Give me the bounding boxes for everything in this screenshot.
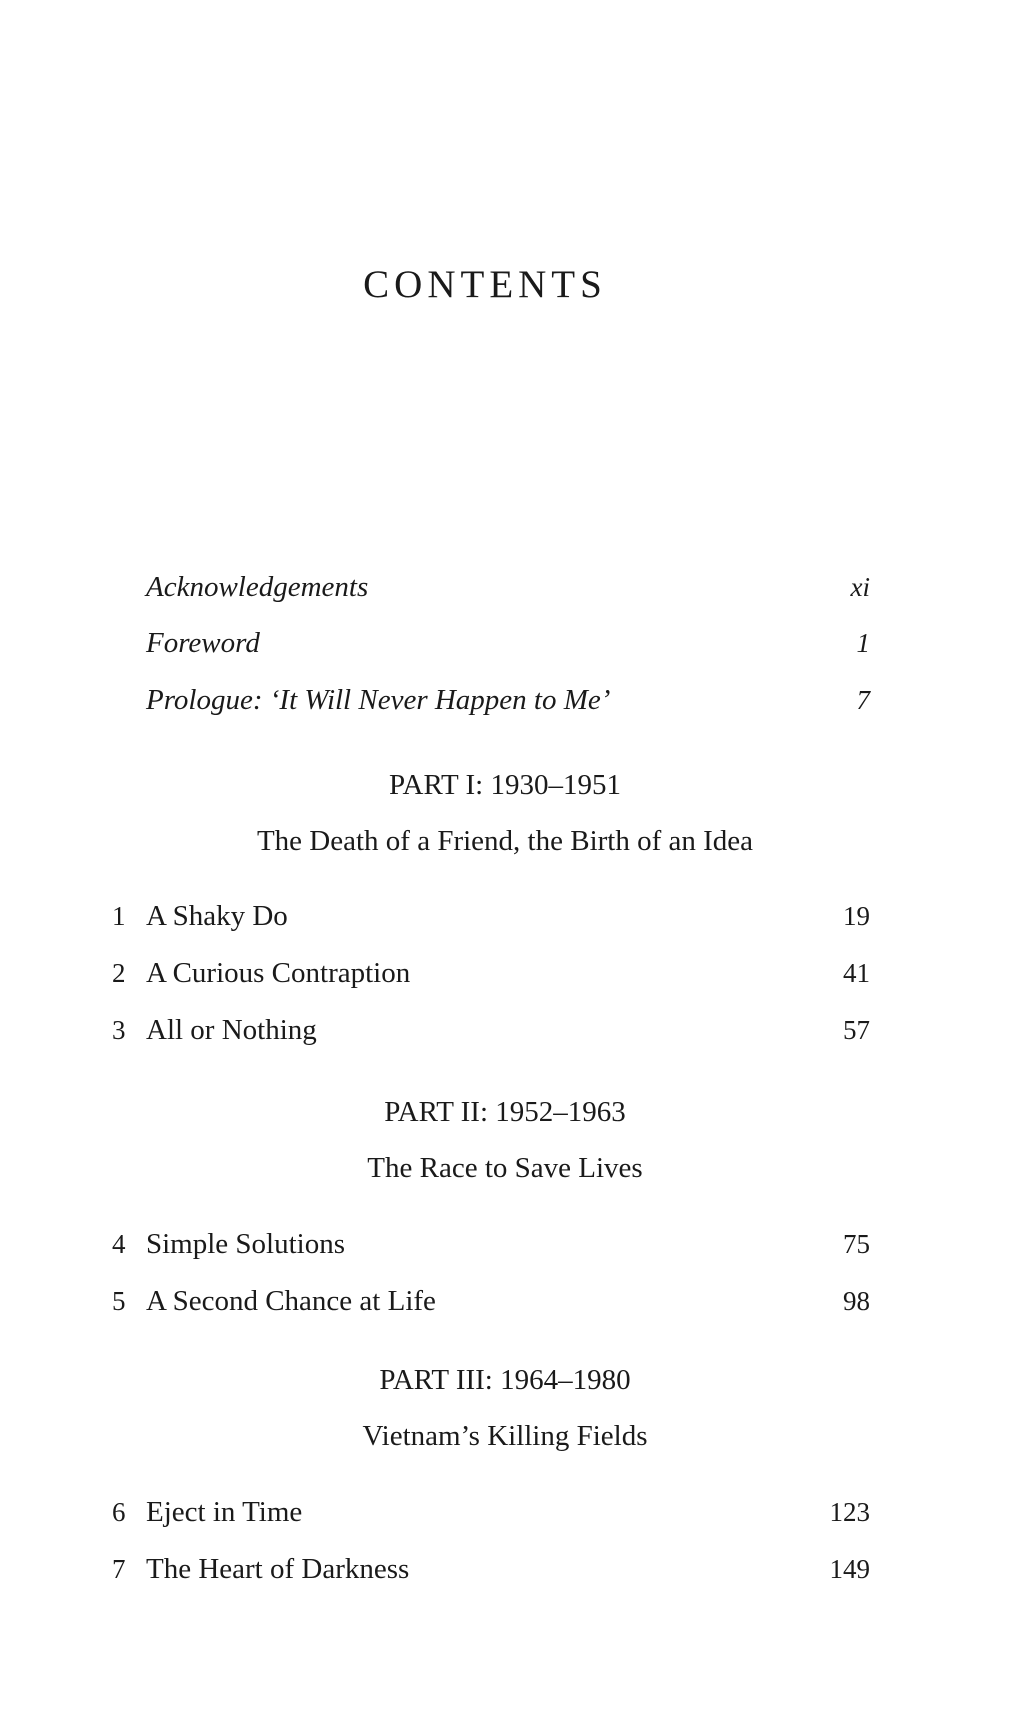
chapter-number: 5: [112, 1286, 126, 1316]
toc-page-number: 75: [843, 1229, 870, 1259]
toc-page-number: 7: [856, 685, 870, 715]
toc-entry-label: A Curious Contraption: [146, 957, 411, 989]
toc-entry-label: Simple Solutions: [146, 1228, 346, 1260]
toc-page-number: 19: [843, 901, 870, 931]
toc-entry-chapter[interactable]: [0, 896, 1031, 936]
toc-page-number: xi: [850, 572, 870, 602]
toc-page-number: 123: [829, 1497, 870, 1527]
toc-entry-label: The Heart of Darkness: [146, 1553, 410, 1585]
toc-entry-label: Acknowledgements: [146, 571, 369, 603]
chapter-number: 3: [112, 1015, 126, 1045]
toc-entry-chapter[interactable]: [0, 1010, 1031, 1050]
toc-entry-chapter[interactable]: [0, 1224, 1031, 1264]
toc-page-number: 1: [856, 628, 870, 658]
chapter-number: 1: [112, 901, 126, 931]
part-subtitle: The Death of a Friend, the Birth of an Idea: [256, 825, 754, 857]
toc-entry-chapter[interactable]: [0, 1549, 1031, 1589]
part-subtitle: The Race to Save Lives: [367, 1152, 643, 1184]
part-heading: PART I: 1930–1951: [389, 769, 621, 801]
toc-page-number: 41: [843, 958, 870, 988]
toc-entry-prologue[interactable]: [0, 680, 1031, 720]
part-heading: PART III: 1964–1980: [379, 1364, 631, 1396]
part-subtitle: Vietnam’s Killing Fields: [362, 1420, 648, 1452]
toc-entry-label: Foreword: [146, 627, 260, 659]
toc-entry-chapter[interactable]: [0, 1281, 1031, 1321]
toc-entry-label: Prologue: ‘It Will Never Happen to Me’: [146, 684, 611, 716]
toc-entry-label: All or Nothing: [146, 1014, 317, 1046]
toc-page-number: 149: [829, 1554, 870, 1584]
part-heading: PART II: 1952–1963: [384, 1096, 626, 1128]
chapter-number: 7: [112, 1554, 126, 1584]
contents-title: CONTENTS: [363, 263, 607, 306]
toc-page-number: 98: [843, 1286, 870, 1316]
toc-entry-label: A Shaky Do: [146, 900, 288, 932]
toc-entry-chapter[interactable]: [0, 1492, 1031, 1532]
chapter-number: 4: [112, 1229, 126, 1259]
toc-entry-foreword[interactable]: [0, 623, 1031, 663]
toc-page-number: 57: [843, 1015, 870, 1045]
toc-entry-chapter[interactable]: [0, 953, 1031, 993]
chapter-number: 2: [112, 958, 126, 988]
chapter-number: 6: [112, 1497, 126, 1527]
toc-entry-label: A Second Chance at Life: [146, 1285, 436, 1317]
toc-entry-acknowledgements[interactable]: [0, 567, 1031, 607]
toc-entry-label: Eject in Time: [146, 1496, 303, 1528]
